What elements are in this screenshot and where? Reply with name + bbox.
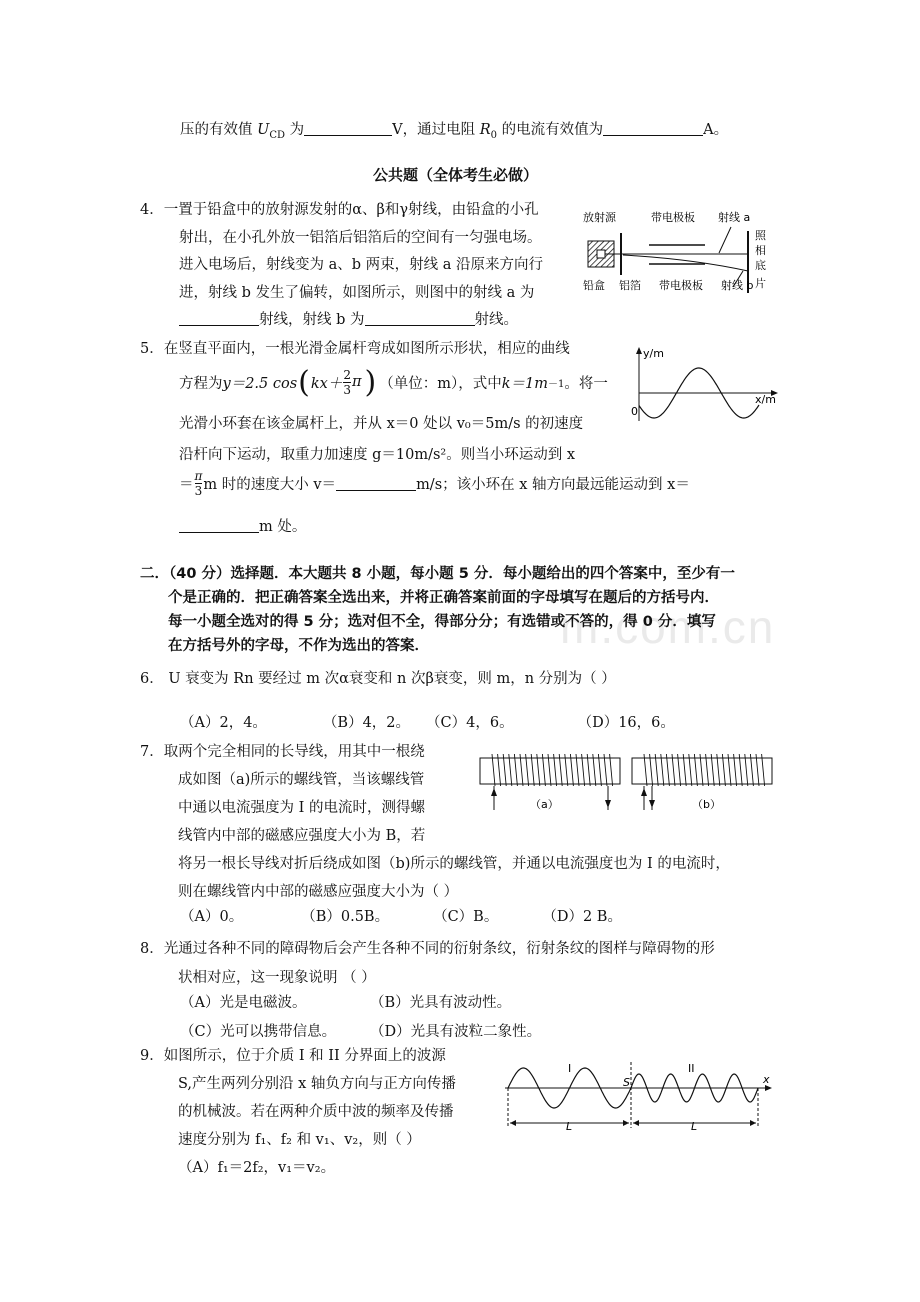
answer-blank[interactable] <box>365 311 475 326</box>
q5-line6: m 处。 <box>179 515 306 536</box>
option-b[interactable]: （B）光具有波动性。 <box>370 995 512 1011</box>
q7-options <box>180 905 622 926</box>
option-d[interactable]: （D）16，6。 <box>577 715 675 731</box>
q4-line: 进，射线 b 发生了偏转，如图所示，则图中的射线 a 为 <box>179 284 535 301</box>
option-b[interactable]: （B）4，2。 <box>322 715 411 731</box>
q5-line3: 光滑小环套在该金属杆上，并从 x＝0 处以 v₀＝5m/s 的初速度 <box>179 416 584 432</box>
fig-label-a: （a） <box>530 798 559 811</box>
svg-text:相: 相 <box>755 244 766 257</box>
answer-blank[interactable] <box>179 311 259 326</box>
q6-options <box>180 711 675 732</box>
q7-text: 7．取两个完全相同的长导线，用其中一根绕 成如图（a)所示的螺线管，当该螺线管 中通以电流强度为 I 的电流时，测得螺 线管内中部的磁感应强度大小为 B，若 将另一根长导线对折后绕成如图（b)所示的螺线管，并通以电流强度也为 I 的电流时， 则在螺线管内中部的磁感应强度大小为（ ） <box>140 744 730 900</box>
fig-label-film: 照 <box>755 229 766 242</box>
y-axis-label: y/m <box>643 347 664 360</box>
q6-stem: 6． U 衰变为 Rn 要经过 m 次α衰变和 n 次β衰变，则 m，n 分别为（ ） <box>140 671 616 687</box>
option-a[interactable]: （A）f₁＝2f₂，v₁＝v₂。 <box>178 1160 336 1176</box>
medium-1-label: I <box>568 1062 572 1075</box>
watermark: m.com.cn <box>560 601 776 653</box>
wave-figure <box>500 1058 785 1138</box>
option-a[interactable]: （A）0。 <box>180 909 244 925</box>
option-c[interactable]: （C）B。 <box>433 909 499 925</box>
svg-text:片: 片 <box>755 277 766 290</box>
radiation-field-figure <box>583 205 783 300</box>
length-label-1: L <box>566 1120 573 1133</box>
q4-line: 射出，在小孔外放一铝箔后铝箔后的空间有一匀强电场。 <box>179 229 542 246</box>
q4-line: 4．一置于铅盒中的放射源发射的α、β和γ射线，由铅盒的小孔 <box>140 202 539 218</box>
q4-line: 进入电场后，射线变为 a、b 两束，射线 a 沿原来方向行 <box>179 257 544 273</box>
q8-text: 8．光通过各种不同的障碍物后会产生各种不同的衍射条纹，衍射条纹的图样与障碍物的形 状相对应，这一现象说明 （ ） <box>140 941 715 986</box>
option-a[interactable]: （A）2，4。 <box>180 715 267 731</box>
q3-tail-line: 压的有效值 $U_{CD}$ 为 V，通过电阻 $R_0$ 的电流有效值为 A。 <box>180 122 729 141</box>
x-axis-label: x/m <box>755 393 776 406</box>
option-c[interactable]: （C）光可以携带信息。 <box>180 1024 337 1040</box>
fig-label-lead-box: 铅盒 <box>583 279 605 292</box>
fig-label-source: 放射源 <box>583 211 616 224</box>
origin-label: 0 <box>631 405 638 418</box>
option-b[interactable]: （B）0.5B。 <box>301 909 390 925</box>
section-2-instructions: 二．（40 分）选择题．本大题共 8 小题，每小题 5 分．每小题给出的四个答案中，至少有一 个是正确的．把正确答案全选出来，并将正确答案前面的字母填写在题后的方括号内． 每一小题全选对的得 5 分；选对但不全，得部分分；有选错或不答的，得 0 分．填写 在方括号外的字母，不作为选出的答案． <box>140 566 735 654</box>
svg-text:底: 底 <box>755 259 766 272</box>
fig-label-plate-top: 带电极板 <box>651 211 695 224</box>
answer-blank[interactable] <box>603 121 703 136</box>
solenoid-figures <box>478 748 778 816</box>
fig-label-ray-b: 射线 b <box>721 279 754 292</box>
fig-label-plate-bottom: 带电极板 <box>659 279 703 292</box>
answer-blank[interactable] <box>304 121 392 136</box>
q4-text: 4．一置于铅盒中的放射源发射的α、β和γ射线，由铅盒的小孔 射出，在小孔外放一铝箔后铝箔后的空间有一匀强电场。 进入电场后，射线变为 a、b 两束，射线 a 沿原来方向行 进，射线 b 发生了偏转，如图所示，则图中的射线 a 为 射线，射线 b 为 射线。 <box>140 197 543 335</box>
x-axis-label: x <box>763 1073 770 1086</box>
option-a[interactable]: （A）光是电磁波。 <box>180 995 307 1011</box>
fig-label-foil: 铝箔 <box>619 279 641 292</box>
q9-text: 9．如图所示，位于介质 I 和 II 分界面上的波源 S,产生两列分别沿 x 轴负方向与正方向传播 的机械波。若在两种介质中波的频率及传播 速度分别为 f₁、f₂ 和 v₁、v₂，则（ ） （A）f₁＝2f₂，v₁＝v₂。 <box>140 1042 456 1182</box>
q5-line5: ＝ π 3 m 时的速度大小 v＝ m/s；该小环在 x 轴方向最远能运动到 x＝ <box>179 468 690 498</box>
length-label-2: L <box>691 1120 698 1133</box>
q5-line1: 5．在竖直平面内，一根光滑金属杆弯成如图所示形状，相应的曲线 <box>140 341 570 357</box>
option-c[interactable]: （C）4，6。 <box>426 715 514 731</box>
option-d[interactable]: （D）2 B。 <box>542 909 622 925</box>
q5-line4: 沿杆向下运动，取重力加速度 g＝10m/s²。则当小环运动到 x <box>179 447 576 463</box>
option-d[interactable]: （D）光具有波粒二象性。 <box>370 1024 542 1040</box>
q8-options <box>180 989 541 1047</box>
q5-line2: 方程为 y＝2.5 cos ( kx＋ 2 3 π ) （单位：m），式中 k＝1m －1 。将一 <box>179 364 608 400</box>
source-label: S <box>623 1076 630 1089</box>
medium-2-label: II <box>688 1062 695 1075</box>
public-heading: 公共题（全体考生必做） <box>373 166 539 184</box>
cosine-curve-figure <box>625 345 785 425</box>
fig-label-ray-a: 射线 a <box>718 211 751 224</box>
answer-blank[interactable] <box>179 518 259 533</box>
fig-label-b: （b） <box>692 798 721 811</box>
answer-blank[interactable] <box>336 476 416 491</box>
